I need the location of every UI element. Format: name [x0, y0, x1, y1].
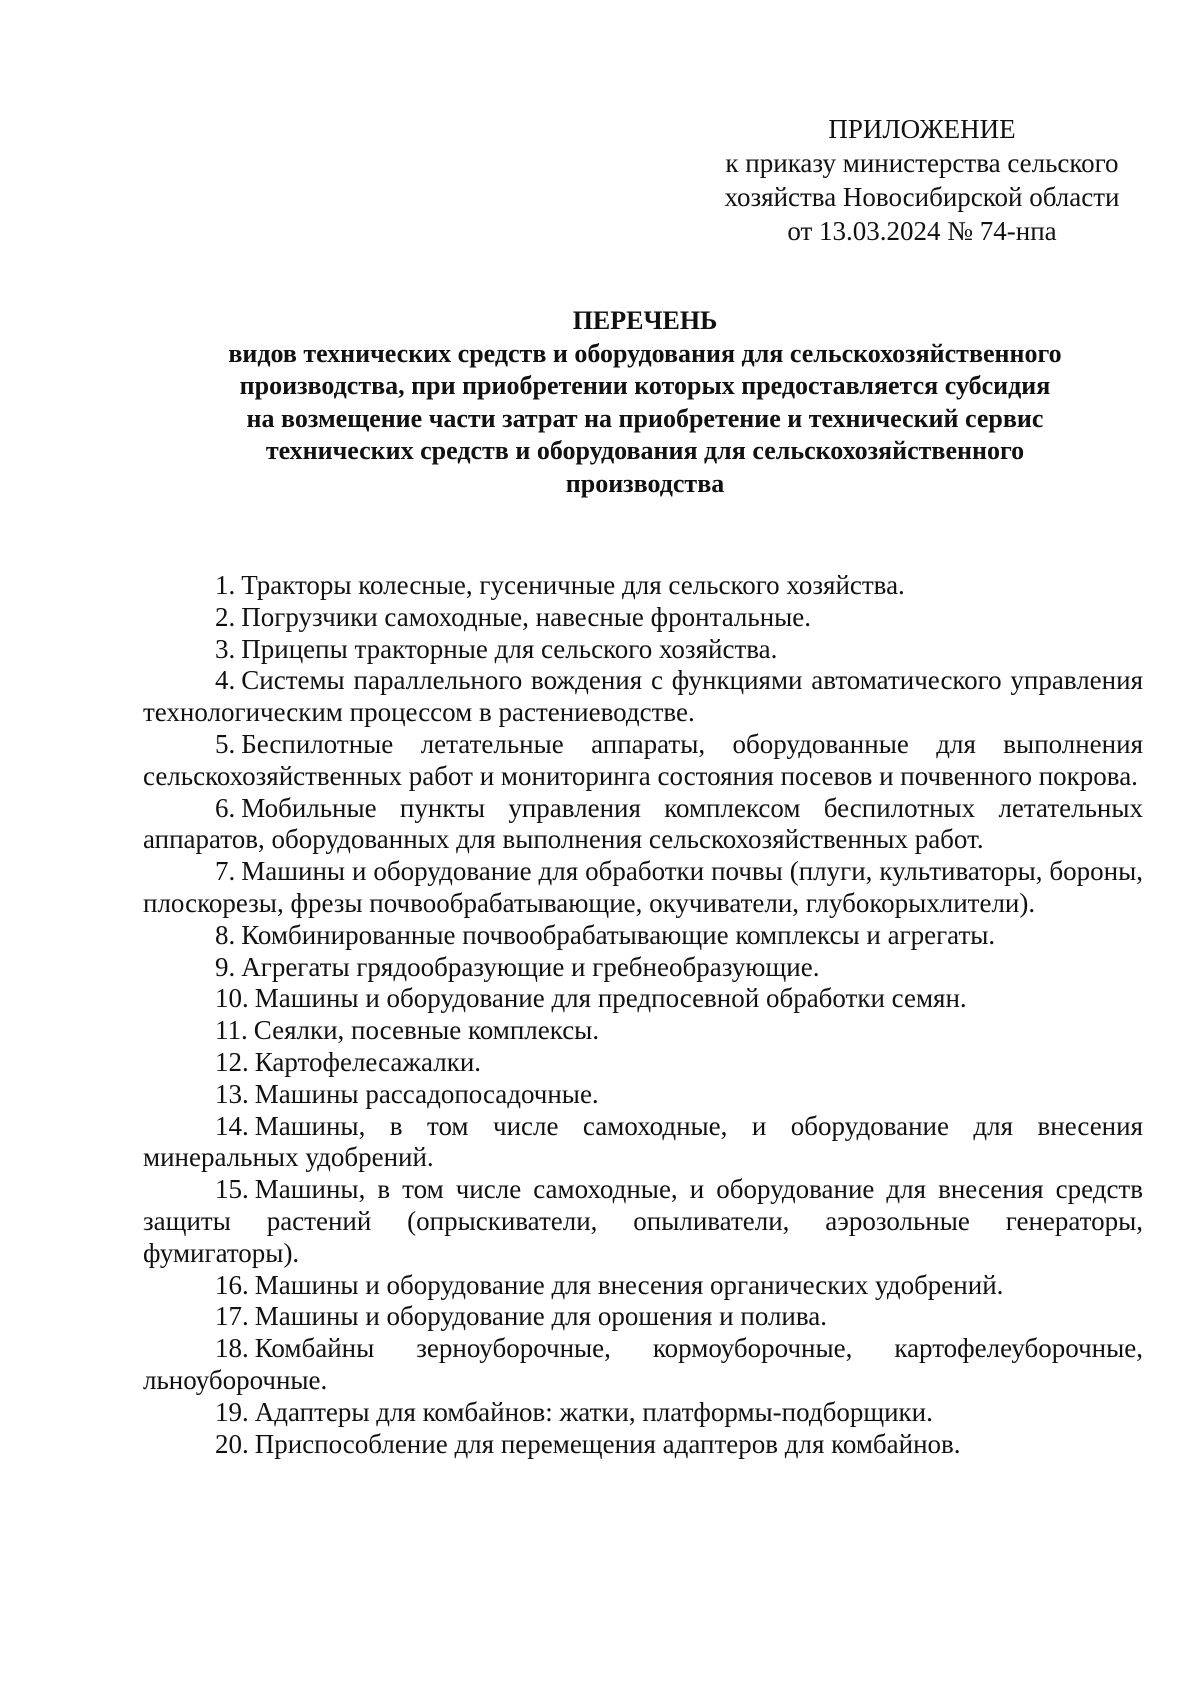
list-item: [143, 1333, 1143, 1397]
title-line: на возмещение части затрат на приобретение и технический сервис: [246, 403, 1044, 433]
list-item-number: 15.: [215, 1174, 249, 1205]
list-item-text: Комбайны зерноуборочные, кормоуборочные, картофелеуборочные, льноуборочные.: [143, 1333, 1143, 1395]
document-title: [140, 305, 1150, 500]
list-item: [143, 983, 1143, 1015]
title-line: видов технических средств и оборудования для сельскохозяйственного: [228, 338, 1062, 368]
list-item: [143, 920, 1143, 952]
appendix-header: [712, 112, 1132, 248]
list-item-number: 5.: [215, 728, 236, 759]
list-item: [143, 856, 1143, 920]
list-item-number: 10.: [215, 983, 249, 1014]
list-item: [143, 1397, 1143, 1429]
list-item-number: 6.: [215, 792, 236, 823]
list-item-text: Картофелесажалки.: [254, 1046, 482, 1077]
list-item-text: Приспособление для перемещения адаптеров для комбайнов.: [254, 1428, 961, 1459]
list-item-text: Машины и оборудование для предпосевной обработки семян.: [254, 983, 967, 1014]
list-item-number: 14.: [215, 1110, 249, 1141]
list-item-number: 8.: [215, 919, 236, 950]
list-item-number: 4.: [215, 665, 236, 696]
list-item-number: 18.: [215, 1333, 249, 1364]
list-item-number: 17.: [215, 1301, 249, 1332]
title-line: технических средств и оборудования для сельскохозяйственного: [265, 436, 1025, 465]
list-item: [143, 1015, 1143, 1047]
list-item-number: 20.: [215, 1428, 249, 1459]
list-item-number: 7.: [215, 856, 236, 887]
list-item-text: Мобильные пункты управления комплексом беспилотных летательных аппаратов, оборудованных для выполнения сельскохозяйственных работ.: [143, 792, 1143, 855]
list-item-text: Беспилотные летательные аппараты, оборудованные для выполнения сельскохозяйственных работ и мониторинга состояния посевов и почвенного покрова.: [143, 728, 1143, 791]
list-item-text: Машины, в том числе самоходные, и оборудование для внесения минеральных удобрений.: [143, 1110, 1143, 1173]
list-item-text: Адаптеры для комбайнов: жатки, платформы-подборщики.: [254, 1396, 933, 1427]
appendix-line: хозяйства Новосибирской области: [724, 182, 1120, 212]
list-item-text: Машины и оборудование для внесения органических удобрений.: [254, 1269, 1004, 1300]
appendix-line: к приказу министерства сельского: [725, 148, 1119, 178]
list-item: [143, 729, 1143, 793]
list-item-number: 19.: [215, 1396, 249, 1427]
list-item: [143, 1079, 1143, 1111]
title-line: производства: [565, 468, 725, 498]
list-item-number: 13.: [215, 1078, 249, 1109]
list-item: [143, 1429, 1143, 1461]
list-item: [143, 602, 1143, 634]
title-line: производства, при приобретении которых предоставляется субсидия: [239, 371, 1051, 400]
list-item-text: Погрузчики самоходные, навесные фронтальные.: [241, 601, 812, 632]
list-item: [143, 1047, 1143, 1079]
list-item: [143, 570, 1143, 602]
list-item: [143, 952, 1143, 984]
list-item-text: Машины рассадопосадочные.: [254, 1078, 599, 1109]
list-item: [143, 1111, 1143, 1175]
list-item-number: 3.: [215, 633, 236, 664]
list-item-number: 11.: [215, 1015, 248, 1046]
list-item: [143, 665, 1143, 729]
list-item: [143, 1301, 1143, 1333]
list-item-number: 12.: [215, 1046, 249, 1077]
appendix-line: от 13.03.2024 № 74-нпа: [787, 216, 1057, 246]
list-item-text: Машины и оборудование для обработки почвы (плуги, культиваторы, бороны, плоскорезы, фрезы почвообрабатывающие, окучиватели, глубокорыхлители).: [143, 856, 1143, 918]
list-item: [143, 634, 1143, 666]
list-item-text: Машины, в том числе самоходные, и оборудование для внесения средств защиты растений (опрыскиватели, опыливатели, аэрозольные генераторы, фумигаторы).: [143, 1174, 1143, 1268]
list-item-text: Комбинированные почвообрабатывающие комплексы и агрегаты.: [241, 919, 996, 950]
list-item-text: Тракторы колесные, гусеничные для сельского хозяйства.: [241, 570, 905, 600]
list-item: [143, 793, 1143, 857]
list-item-text: Прицепы тракторные для сельского хозяйства.: [241, 633, 778, 664]
list-item-number: 2.: [215, 601, 236, 632]
list-item-text: Сеялки, посевные комплексы.: [253, 1015, 600, 1046]
list-item-number: 9.: [215, 951, 236, 982]
list-item-number: 1.: [215, 570, 236, 600]
list-item-number: 16.: [215, 1269, 249, 1300]
list-item-text: Агрегаты грядообразующие и гребнеобразующие.: [241, 951, 820, 982]
list-item-text: Машины и оборудование для орошения и полива.: [254, 1301, 828, 1332]
list-item: [143, 1270, 1143, 1302]
list-item: [143, 1174, 1143, 1269]
equipment-list: [143, 570, 1143, 1460]
title-main: ПЕРЕЧЕНЬ: [572, 306, 718, 335]
list-item-text: Системы параллельного вождения с функциями автоматического управления технологическим процессом в растениеводстве.: [143, 665, 1143, 728]
appendix-heading: ПРИЛОЖЕНИЕ: [828, 114, 1016, 144]
